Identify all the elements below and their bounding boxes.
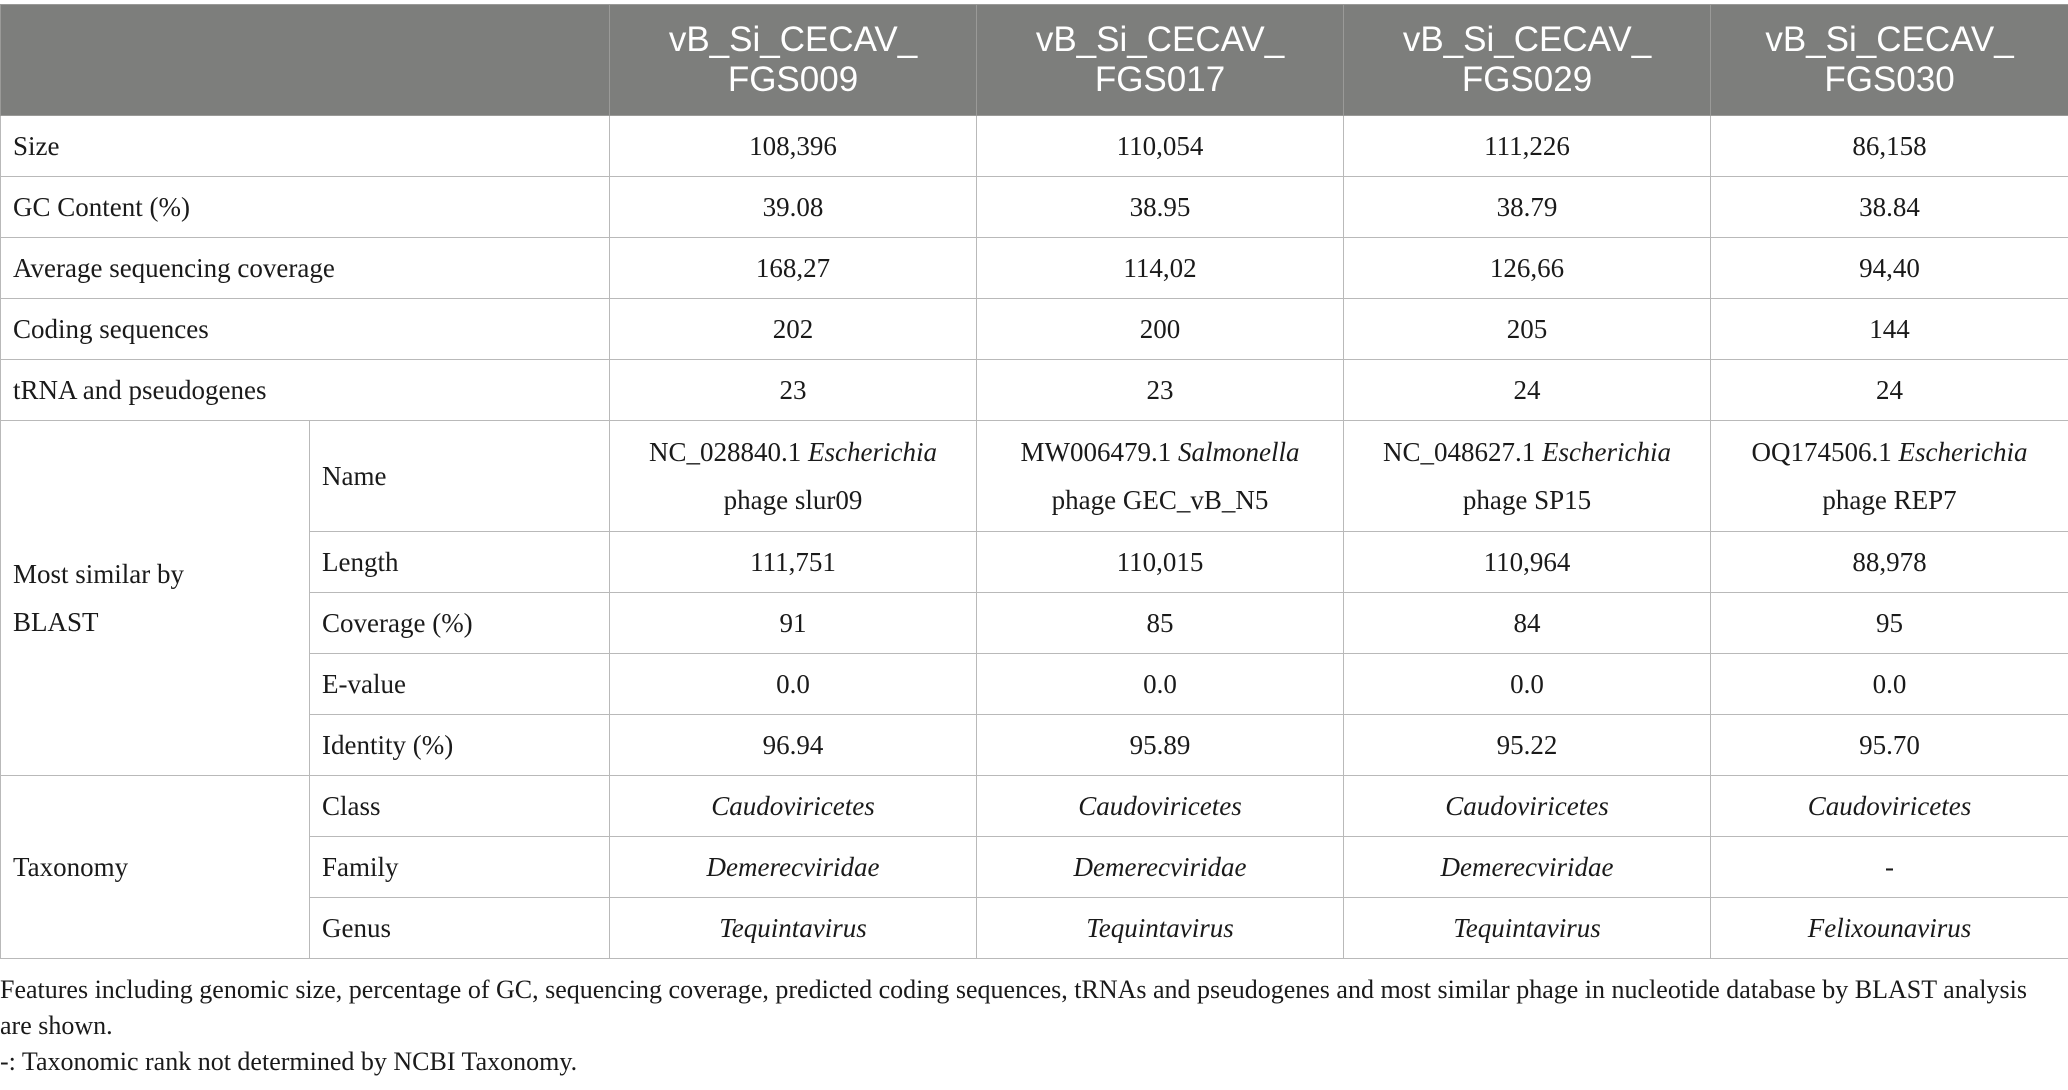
group-line2: BLAST <box>13 607 99 637</box>
header-line1: vB_Si_CECAV_ <box>1035 20 1285 59</box>
row-blast-identity <box>1 715 2068 776</box>
cell-value: 95 <box>1711 593 2068 654</box>
row-label: Coding sequences <box>1 299 610 360</box>
cell-value: 111,226 <box>1344 116 1711 177</box>
cell-value: 38.79 <box>1344 177 1711 238</box>
host-genus: Escherichia <box>1542 437 1671 467</box>
cell-value: 144 <box>1711 299 2068 360</box>
cell-phage-name <box>610 421 977 532</box>
cell-value: Demerecviridae <box>977 837 1344 898</box>
sub-label: Coverage (%) <box>310 593 610 654</box>
header-corner <box>1 5 610 116</box>
header-line1: vB_Si_CECAV_ <box>1765 20 2014 59</box>
cell-value: 0.0 <box>610 654 977 715</box>
cell-value: Caudoviricetes <box>1344 776 1711 837</box>
cell-value: Tequintavirus <box>610 898 977 959</box>
cell-value: Caudoviricetes <box>1711 776 2068 837</box>
cell-value: 200 <box>977 299 1344 360</box>
header-phage-1 <box>610 5 977 116</box>
cell-value: Caudoviricetes <box>977 776 1344 837</box>
group-label-blast <box>1 421 310 776</box>
cell-value: 38.84 <box>1711 177 2068 238</box>
cell-value: 110,054 <box>977 116 1344 177</box>
phage-name-line1 <box>622 428 964 476</box>
cell-value: 24 <box>1344 360 1711 421</box>
cell-value: 111,751 <box>610 532 977 593</box>
header-line2: FGS029 <box>1461 60 1593 99</box>
header-line2: FGS030 <box>1824 60 1955 99</box>
cell-value: 114,02 <box>977 238 1344 299</box>
phage-name-line1 <box>1723 428 2056 476</box>
accession: NC_048627.1 <box>1383 437 1536 467</box>
cell-phage-name <box>1711 421 2068 532</box>
cell-value: 202 <box>610 299 977 360</box>
cell-value: 85 <box>977 593 1344 654</box>
row-label: GC Content (%) <box>1 177 610 238</box>
group-label-taxonomy: Taxonomy <box>1 776 310 959</box>
header-row <box>1 5 2068 116</box>
row-label: tRNA and pseudogenes <box>1 360 610 421</box>
cell-value: 0.0 <box>1344 654 1711 715</box>
sub-label: E-value <box>310 654 610 715</box>
header-line2: FGS009 <box>727 60 859 99</box>
cell-value: - <box>1711 837 2068 898</box>
row-blast-length <box>1 532 2068 593</box>
accession: OQ174506.1 <box>1751 437 1892 467</box>
cell-value: 168,27 <box>610 238 977 299</box>
genome-features-table <box>0 4 2068 959</box>
cell-value: Demerecviridae <box>610 837 977 898</box>
cell-value: 205 <box>1344 299 1711 360</box>
cell-value: 95.70 <box>1711 715 2068 776</box>
cell-value: 39.08 <box>610 177 977 238</box>
header-phage-3 <box>1344 5 1711 116</box>
cell-phage-name <box>1344 421 1711 532</box>
cell-value: 91 <box>610 593 977 654</box>
sub-label: Class <box>310 776 610 837</box>
row-taxonomy-genus <box>1 898 2068 959</box>
cell-value: 108,396 <box>610 116 977 177</box>
phage-label: phage REP7 <box>1822 485 1957 515</box>
table-footnotes <box>0 972 2040 1080</box>
row-label: Average sequencing coverage <box>1 238 610 299</box>
row-taxonomy-family <box>1 837 2068 898</box>
row-sequencing-coverage <box>1 238 2068 299</box>
cell-value: 0.0 <box>1711 654 2068 715</box>
cell-value: 110,015 <box>977 532 1344 593</box>
cell-value: 86,158 <box>1711 116 2068 177</box>
host-genus: Escherichia <box>1898 437 2028 467</box>
row-gc-content <box>1 177 2068 238</box>
accession: MW006479.1 <box>1020 437 1172 467</box>
row-coding-sequences <box>1 299 2068 360</box>
row-blast-coverage <box>1 593 2068 654</box>
cell-value: Tequintavirus <box>1344 898 1711 959</box>
phage-label: phage slur09 <box>723 485 863 515</box>
host-genus: Escherichia <box>808 437 937 467</box>
cell-value: 0.0 <box>977 654 1344 715</box>
sub-label: Family <box>310 837 610 898</box>
cell-value: 23 <box>977 360 1344 421</box>
host-genus: Salmonella <box>1178 437 1300 467</box>
sub-label: Length <box>310 532 610 593</box>
cell-value: 24 <box>1711 360 2068 421</box>
header-line2: FGS017 <box>1094 60 1226 99</box>
cell-value: 94,40 <box>1711 238 2068 299</box>
cell-value: 88,978 <box>1711 532 2068 593</box>
cell-value: 96.94 <box>610 715 977 776</box>
cell-value: 110,964 <box>1344 532 1711 593</box>
cell-value: 23 <box>610 360 977 421</box>
phage-label: phage SP15 <box>1462 485 1592 515</box>
cell-value: Caudoviricetes <box>610 776 977 837</box>
cell-value: Tequintavirus <box>977 898 1344 959</box>
header-line1: vB_Si_CECAV_ <box>1402 20 1652 59</box>
cell-value: Demerecviridae <box>1344 837 1711 898</box>
accession: NC_028840.1 <box>649 437 802 467</box>
row-blast-name <box>1 421 2068 532</box>
row-blast-evalue <box>1 654 2068 715</box>
header-phage-4 <box>1711 5 2068 116</box>
cell-value: Felixounavirus <box>1711 898 2068 959</box>
sub-label: Identity (%) <box>310 715 610 776</box>
header-phage-2 <box>977 5 1344 116</box>
cell-value: 84 <box>1344 593 1711 654</box>
cell-phage-name <box>977 421 1344 532</box>
cell-value: 126,66 <box>1344 238 1711 299</box>
phage-name-line1 <box>1356 428 1698 476</box>
cell-value: 38.95 <box>977 177 1344 238</box>
row-size <box>1 116 2068 177</box>
cell-value: 95.89 <box>977 715 1344 776</box>
sub-label: Genus <box>310 898 610 959</box>
phage-label: phage GEC_vB_N5 <box>1051 485 1269 515</box>
footnote-description: Features including genomic size, percentage of GC, sequencing coverage, predicted coding sequences, tRNAs and pseudogenes and most similar phage in nucleotide database by BLAST analysis are shown. <box>0 975 2027 1040</box>
row-trna <box>1 360 2068 421</box>
footnote-dash: -: Taxonomic rank not determined by NCBI Taxonomy. <box>0 1047 578 1076</box>
cell-value: 95.22 <box>1344 715 1711 776</box>
sub-label: Name <box>310 421 610 532</box>
row-label: Size <box>1 116 610 177</box>
header-line1: vB_Si_CECAV_ <box>668 20 918 59</box>
group-line1: Most similar by <box>13 559 185 589</box>
row-taxonomy-class <box>1 776 2068 837</box>
phage-name-line1 <box>989 428 1331 476</box>
